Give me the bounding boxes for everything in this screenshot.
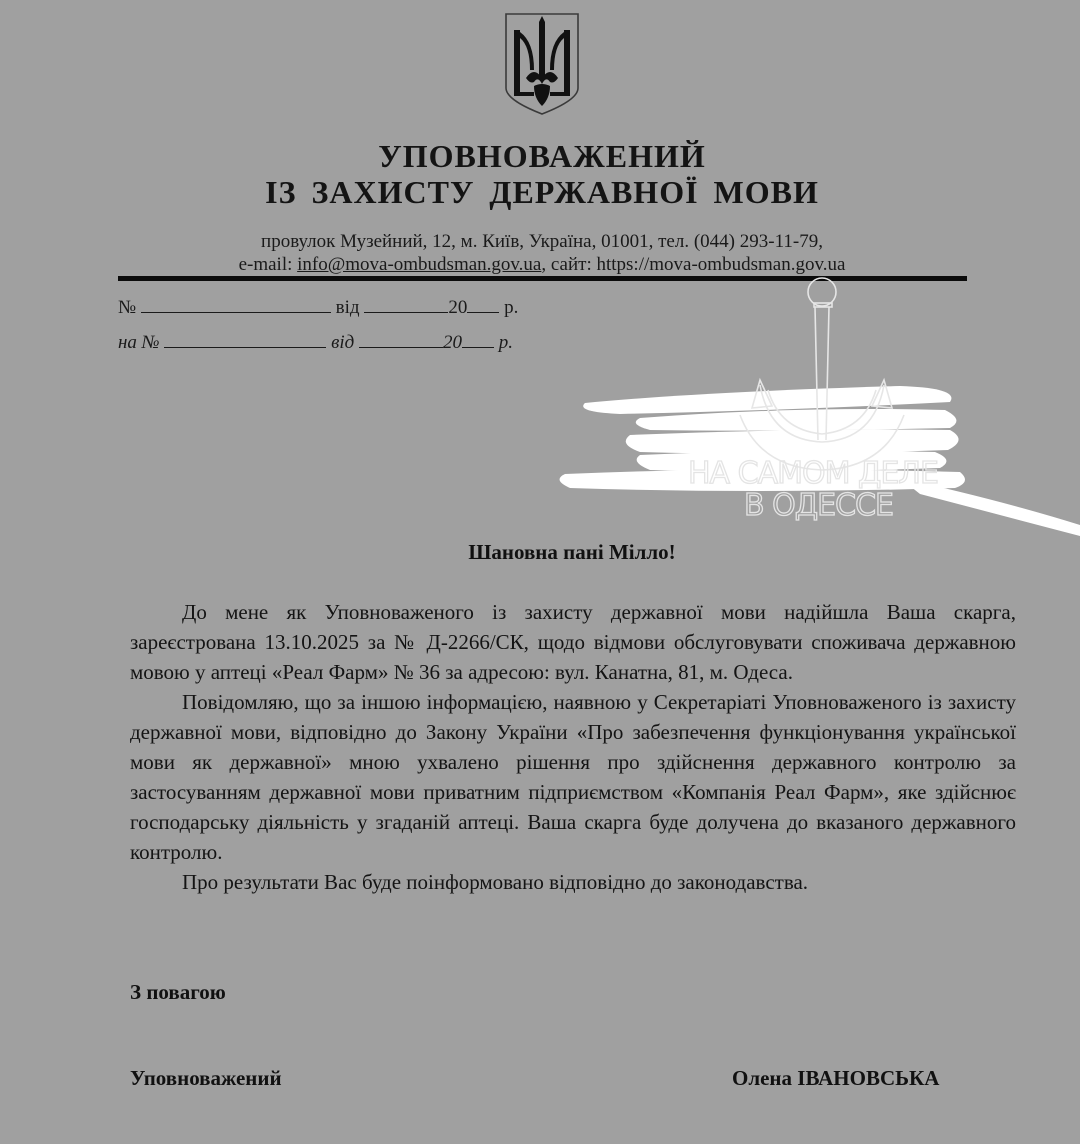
greeting: Шановна пані Мілло! [468, 540, 676, 564]
site-label: , сайт: [541, 254, 597, 275]
paragraph-decision: Повідомляю, що за іншою інформацією, наявною у Секретаріаті Уповноваженого із захисту державної мови, відповідно до Закону України «Про забезпечення функціонування української мови як державної» мною ухвалено рішення про здійснення державного контролю за застосуванням державної мови приватним підприємством «Компанія Реал Фарм», яке здійснює господарську діяльність у згаданій аптеці. Ваша скарга буде долучена до вказаного державного контролю. [130, 690, 1016, 864]
org-title-line2: ІЗ ЗАХИСТУ ДЕРЖАВНОЇ МОВИ [265, 174, 819, 210]
reply-year-suffix: р. [498, 332, 513, 353]
reply-number-label: на № [118, 332, 160, 353]
year-blank [467, 296, 499, 313]
date-blank [364, 296, 448, 313]
org-title-line1: УПОВНОВАЖЕНИЙ [378, 138, 706, 174]
address-line: провулок Музейний, 12, м. Київ, Україна, 01001, тел. (044) 293-11-79, [261, 231, 823, 252]
signer-name: Олена ІВАНОВСЬКА [732, 1066, 940, 1090]
redaction-scribble [560, 386, 1080, 536]
paragraph-complaint: До мене як Уповноваженого із захисту державної мови надійшла Ваша скарга, зареєстрована 13.10.2025 за № Д-2266/СК, щодо відмови обслуговувати споживача державною мовою у аптеці «Реал Фарм» № 36 за адресою: вул. Канатна, 81, м. Одеса. [130, 600, 1016, 684]
contact-line [0, 253, 1080, 277]
reply-number-blank [164, 331, 326, 348]
watermark-line1: НА САМОМ ДЕЛЕ [688, 456, 938, 491]
year-suffix: р. [504, 297, 519, 318]
from-label: від [335, 297, 360, 318]
signer-title: Уповноважений [130, 1066, 282, 1090]
reply-year-blank [462, 331, 494, 348]
reply-reg-line [118, 331, 513, 354]
number-label: № [118, 297, 137, 318]
number-blank [141, 296, 331, 313]
email-label: e-mail: [238, 254, 298, 275]
trident-crest-icon [504, 8, 580, 116]
reply-year-prefix: 20 [442, 332, 462, 353]
outgoing-reg-line [118, 296, 518, 319]
site-link[interactable]: https://mova-ombudsman.gov.ua [596, 254, 846, 275]
paragraph-results: Про результати Вас буде поінформовано відповідно до законодавства. [182, 870, 809, 894]
reply-date-blank [359, 331, 443, 348]
header-divider [118, 276, 967, 281]
year-prefix: 20 [448, 297, 468, 318]
reply-from-label: від [331, 332, 355, 353]
anchor-watermark-icon [740, 278, 904, 470]
email-link[interactable]: info@mova-ombudsman.gov.ua [297, 254, 542, 275]
watermark-line2: В ОДЕССЕ [744, 488, 893, 523]
letter-body [130, 597, 1016, 897]
closing: З повагою [130, 980, 226, 1004]
